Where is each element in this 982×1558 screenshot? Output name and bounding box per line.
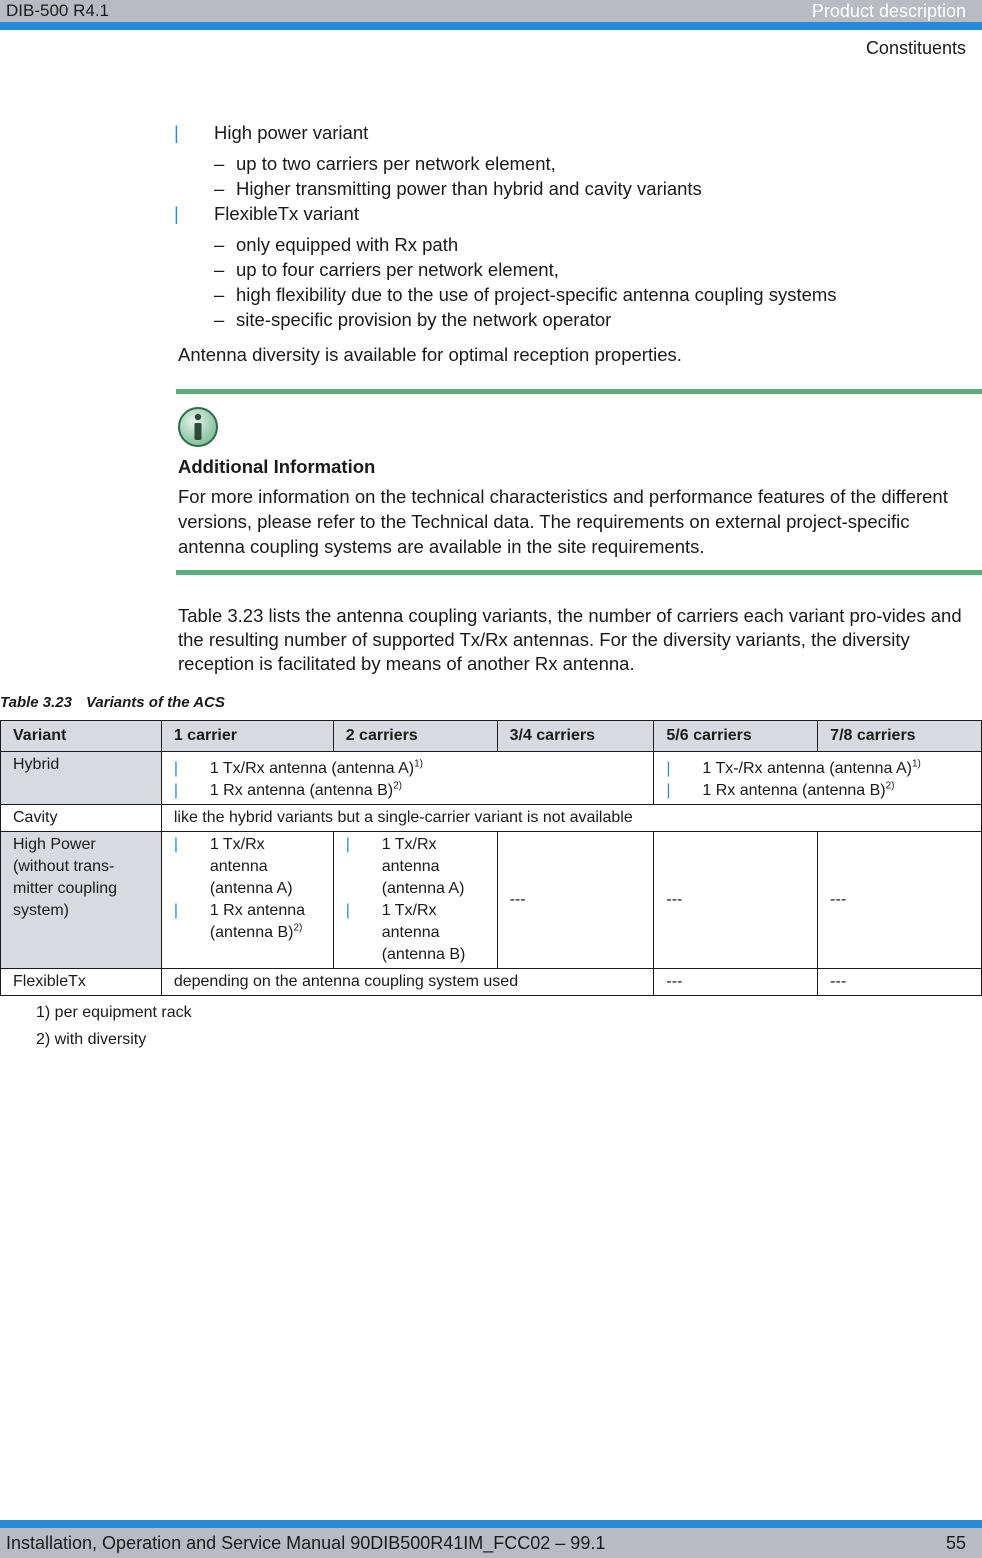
sub-item: – up to two carriers per network element, xyxy=(214,153,556,174)
variant-cell: High Power (without trans-mitter coupling system) xyxy=(1,832,162,969)
table-cell: --- xyxy=(818,969,982,996)
column-header: 1 carrier xyxy=(161,721,333,752)
info-icon xyxy=(178,407,218,447)
diversity-paragraph: Antenna diversity is available for optimal reception properties. xyxy=(178,344,682,365)
footer-rule xyxy=(0,1520,982,1528)
table-caption: Table 3.23 Variants of the ACS xyxy=(0,694,225,711)
column-header: 5/6 carriers xyxy=(654,721,818,752)
sub-item: – Higher transmitting power than hybrid and cavity variants xyxy=(214,178,702,199)
table-cell: --- xyxy=(497,832,654,969)
table-cell: | 1 Tx/Rx antenna (antenna A) | 1 Rx antenna (antenna B)$^{2)}$ xyxy=(161,832,333,969)
page-header xyxy=(0,0,982,22)
table-row xyxy=(1,752,982,805)
table-row xyxy=(1,805,982,832)
table-cell: | 1 Tx-/Rx antenna (antenna A)$^{1)}$ | 1 Rx antenna (antenna B)$^{2)}$ xyxy=(654,752,982,805)
list-item: | FlexibleTx variant xyxy=(174,203,359,224)
variant-cell: Hybrid xyxy=(1,752,162,805)
column-header: Variant xyxy=(1,721,162,752)
acs-variants-table xyxy=(0,720,982,996)
table-cell: --- xyxy=(654,832,818,969)
sub-item: – high flexibility due to the use of project-specific antenna coupling systems xyxy=(214,284,837,305)
manual-title: Installation, Operation and Service Manual 90DIB500R41IM_FCC02 – 99.1 xyxy=(6,1533,606,1553)
info-title: Additional Information xyxy=(178,456,376,477)
footnote: 2) with diversity xyxy=(36,1031,147,1048)
footnote: 1) per equipment rack xyxy=(36,1004,192,1021)
sub-item: – up to four carriers per network element, xyxy=(214,259,559,280)
table-row xyxy=(1,969,982,996)
table-header-row xyxy=(1,721,982,752)
table-cell: | 1 Tx/Rx antenna (antenna A)$^{1)}$ | 1 Rx antenna (antenna B)$^{2)}$ xyxy=(161,752,654,805)
sub-item: – only equipped with Rx path xyxy=(214,234,459,255)
list-item: | High power variant xyxy=(174,122,369,143)
doc-title: DIB-500 R4.1 xyxy=(6,1,109,20)
table-cell: --- xyxy=(818,832,982,969)
table-cell: | 1 Tx/Rx antenna (antenna A) | 1 Tx/Rx antenna (antenna B) xyxy=(333,832,497,969)
column-header: 7/8 carriers xyxy=(818,721,982,752)
table-cell: --- xyxy=(654,969,818,996)
additional-info-box xyxy=(176,389,982,575)
info-text: For more information on the technical characteristics and performance features of the different versions, please refer to the Technical data. The requirements on external project-specific antenna coupling systems are available in the site requirements. xyxy=(178,486,948,557)
variant-list xyxy=(174,120,982,367)
table-cell: depending on the antenna coupling system used xyxy=(161,969,654,996)
variant-cell: FlexibleTx xyxy=(1,969,162,996)
subsection-title: Constituents xyxy=(865,38,966,58)
table-cell: like the hybrid variants but a single-carrier variant is not available xyxy=(161,805,981,832)
table-intro: Table 3.23 lists the antenna coupling variants, the number of carriers each variant pro-vides and the resulting number of supported Tx/Rx antennas. For the diversity variants, the diversity reception is facilitated by means of another Rx antenna. xyxy=(178,605,962,674)
column-header: 3/4 carriers xyxy=(497,721,654,752)
sub-item: – site-specific provision by the network operator xyxy=(214,309,612,330)
section-title: Product description xyxy=(811,1,966,21)
variant-cell: Cavity xyxy=(1,805,162,832)
page-number: 55 xyxy=(945,1533,966,1553)
header-rule xyxy=(0,22,982,30)
page-footer xyxy=(0,1528,982,1558)
table-row xyxy=(1,832,982,969)
column-header: 2 carriers xyxy=(333,721,497,752)
